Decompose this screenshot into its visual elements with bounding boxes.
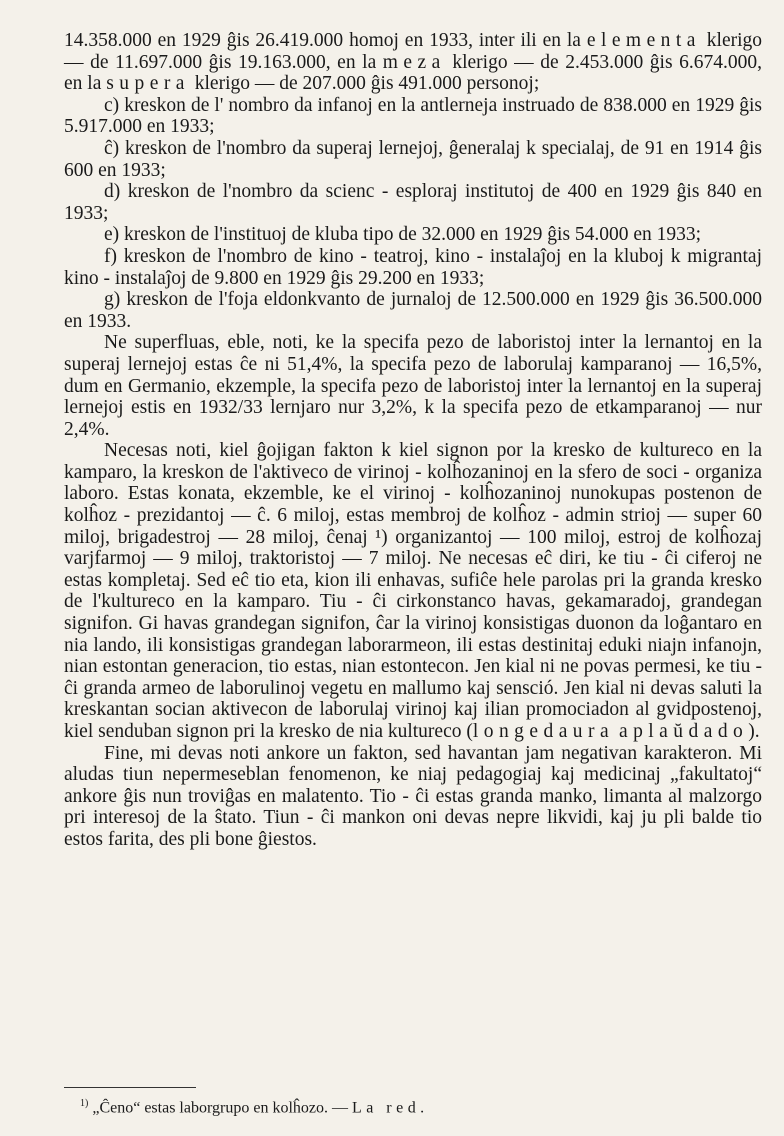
footnote-divider xyxy=(64,1087,196,1088)
paragraph xyxy=(64,440,762,742)
paragraph xyxy=(64,246,762,289)
text-segment: e) kreskon de l'instituoj de kluba tipo de 32.000 en 1929 ĝis 54.000 en 1933; xyxy=(104,224,702,246)
text-segment: klerigo — de 11.697.000 ĝis 19.163.000, en la xyxy=(64,30,763,73)
text-segment: klerigo — de 207.000 ĝis 491.000 personoj; xyxy=(189,73,540,95)
emphasized-text: aplaŭdado xyxy=(618,721,749,742)
text-segment: Ne superfluas, eble, noti, ke la specifa pezo de laboristoj inter la lernantoj en la superaj lernejoj estas ĉe ni 51,4%, la specifa pezo de laborulaj kamparanoj — 16,5%, dum en Germanio, ekzemple, la specifa pezo de laboristoj inter la lernantoj en la superaj lernejoj estis en 1932/33 lernjaro nur 3,2%, k la specifa pezo de etkamparanoj — nur 2,4%. xyxy=(64,332,762,440)
paragraph xyxy=(64,30,762,95)
body-text xyxy=(64,30,762,851)
emphasized-text: meza xyxy=(382,51,446,73)
text-segment: Fine, mi devas noti ankore un fakton, sed havantan jam negativan karakteron. Mi aludas tiun nepermeseblan fenomenon, ke niaj pedagogiaj kaj medicinaj „fakultatoj“ ankore ĝis nun troviĝas en malatento. Tio - ĉi estas granda manko, limanta al malzorgo pri interesoj de la ŝtato. Tiun - ĉi mankon oni devas nepre likvidi, kaj ju pli balde tio estos farita, des pli bone ĝiestos. xyxy=(64,742,762,850)
text-segment: klerigo — de 2.453.000 ĝis 6.674.000, en la xyxy=(64,51,762,95)
emphasized-text: supera xyxy=(106,73,190,95)
paragraph xyxy=(64,181,762,224)
footnote-signature: La red. xyxy=(351,1099,429,1117)
text-segment: Necesas noti, kiel ĝojigan fakton k kiel signon por la kresko de kultureco en la kamparo, la kreskon de l'aktiveco de virinoj - kolĥozaninoj en la sfero de soci - organiza laboro. Estas konata, ekzemble, ke el virinoj - kolĥozaninoj nunokupas postenon de kolĥoz - prezidantoj — ĉ. 6 miloj, estas membroj de kolĥoz - admin strioj — super 60 miloj, brigadestroj — 28 miloj, ĉenaj ¹) organizantoj — 100 miloj, estroj de kolĥozaj varjfarmoj — 9 miloj, traktoristoj — 7 miloj. Ne necesas eĉ diri, ke tiu - ĉi ciferoj ne estas kompletaj. Sed eĉ tio eta, kion ili enhavas, sufiĉe hele parolas pri la granda kresko de l'kultureco en la kamparo. Tiu - ĉi cirkonstanco havas, gekamaradoj, grandegan signifon. Gi havas grandegan signifon, ĉar la virinoj konsistigas duonon da loĝantaro en nia lando, ili konsistigas grandegan laborarmeon, ili estas destinitaj eduki niajn infanojn, nian estontan generacion, tio estas, nian estontecon. Jen kial ni ne povas permesi, ke tiu - ĉi granda armeo de laborulinoj vegetu en mallumo kaj sensció. Jen kial ni devas saluti la kreskantan socian aktivecon de laborulaj virinoj kaj ilian promociadon al gvidpostenoj, kiel senduban signon pri la kresko de nia kultureco ( xyxy=(64,440,762,742)
paragraph xyxy=(64,224,762,246)
footnote-text: „Ĉeno“ estas laborgrupo en kolĥozo. — xyxy=(88,1099,352,1117)
paragraph xyxy=(64,743,762,851)
text-segment: g) kreskon de l'foja eldonkvanto de jurnaloj de 12.500.000 en 1929 ĝis 36.500.000 en 1933. xyxy=(64,289,762,332)
emphasized-text: elementa xyxy=(586,30,701,51)
text-segment: ). xyxy=(748,721,760,742)
text-segment: ĉ) kreskon de l'nombro da superaj lernejoj, ĝeneralaj k specialaj, de 91 en 1914 ĝis 600 en 1933; xyxy=(64,137,762,181)
footnote xyxy=(80,1098,429,1117)
paragraph xyxy=(64,138,762,181)
footnote-marker: 1) xyxy=(80,1098,89,1109)
text-segment: c) kreskon de l' nombro da infanoj en la antlerneja instruado de 838.000 en 1929 ĝis 5.917.000 en 1933; xyxy=(64,94,762,138)
paragraph xyxy=(64,95,762,138)
paragraph xyxy=(64,289,762,332)
text-segment: d) kreskon de l'nombro da scienc - esploraj institutoj de 400 en 1929 ĝis 840 en 1933; xyxy=(64,181,762,224)
emphasized-text: longedaura xyxy=(472,721,615,742)
text-segment: f) kreskon de l'nombro de kino - teatroj, kino - instalaĵoj en la kluboj k migrantaj kino - instalaĵoj de 9.800 en 1929 ĝis 29.200 en 1933; xyxy=(64,245,762,289)
text-segment: 14.358.000 en 1929 ĝis 26.419.000 homoj en 1933, inter ili en la xyxy=(64,30,587,51)
paragraph xyxy=(64,332,762,440)
